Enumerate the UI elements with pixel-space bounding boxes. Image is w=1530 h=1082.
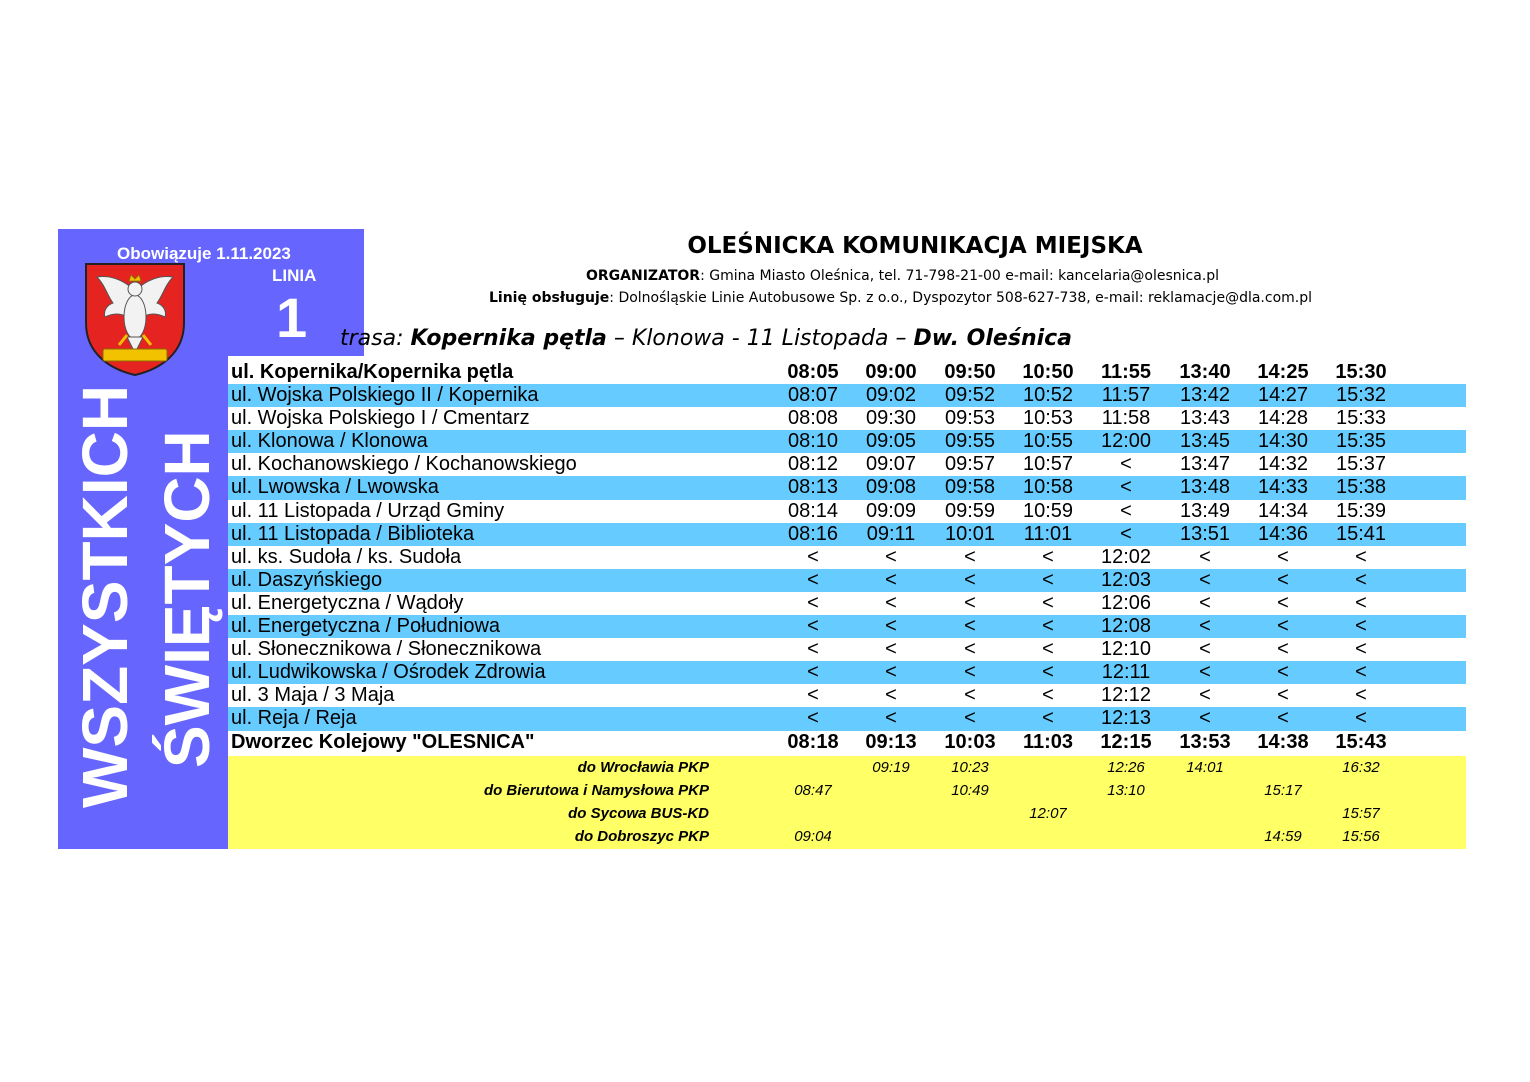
departure-time: 12:03 [1100, 568, 1152, 591]
table-row [228, 384, 1466, 407]
departure-time: 12:15 [1100, 730, 1152, 753]
departure-time: 08:14 [787, 499, 839, 522]
departure-time: 09:05 [865, 430, 917, 453]
departure-time: < [1120, 499, 1132, 522]
page-title: OLEŚNICKA KOMUNIKACJA MIEJSKA [687, 233, 1143, 259]
departure-time: < [885, 684, 897, 707]
connection-row [228, 779, 1466, 802]
stop-name: ul. Lwowska / Lwowska [231, 476, 439, 499]
stop-name: ul. Energetyczna / Południowa [231, 615, 501, 638]
connection-time: 13:10 [1107, 782, 1145, 800]
line-label: LINIA [272, 266, 317, 285]
departure-time: < [885, 638, 897, 661]
departure-time: < [1199, 707, 1211, 730]
valid-from: Obowiązuje 1.11.2023 [117, 244, 291, 263]
departure-time: 09:08 [865, 476, 917, 499]
departure-time: 13:42 [1179, 384, 1231, 407]
departure-time: < [1277, 638, 1289, 661]
stop-name: ul. Kochanowskiego / Kochanowskiego [231, 453, 577, 476]
connection-time: 12:26 [1107, 759, 1145, 776]
departure-time: < [807, 684, 819, 707]
connection-time: 16:32 [1342, 759, 1380, 776]
departure-time: 08:07 [787, 384, 839, 407]
departure-time: 09:59 [944, 499, 996, 522]
departure-time: < [1355, 568, 1367, 591]
departure-time: 14:28 [1257, 407, 1309, 430]
table-row [228, 476, 1466, 499]
departure-time: 12:08 [1100, 615, 1152, 638]
departure-time: < [1277, 545, 1289, 568]
departure-time: < [1120, 476, 1132, 499]
departure-time: 13:47 [1179, 453, 1231, 476]
connection-time: 10:49 [951, 782, 989, 800]
departure-time: < [885, 545, 897, 568]
connections-table [228, 756, 1466, 849]
connection-time: 14:01 [1186, 759, 1224, 776]
departure-time: 11:03 [1022, 730, 1074, 753]
stop-name: ul. Energetyczna / Wądoły [231, 591, 464, 614]
departure-time: 08:13 [787, 476, 839, 499]
departure-time: 12:10 [1100, 638, 1152, 661]
departure-time: 14:30 [1257, 430, 1309, 453]
table-row [228, 684, 1466, 707]
departure-time: < [1042, 684, 1054, 707]
departure-time: 10:58 [1022, 476, 1074, 499]
departure-time: 12:02 [1100, 545, 1152, 568]
stop-name: ul. Daszyńskiego [231, 568, 383, 591]
departure-time: 14:25 [1257, 361, 1309, 383]
departure-time: 13:43 [1179, 407, 1231, 430]
stop-name: ul. 11 Listopada / Biblioteka [231, 522, 475, 545]
stop-name: ul. Kopernika/Kopernika pętla [231, 361, 514, 383]
departure-time: 09:52 [944, 384, 996, 407]
departure-time: < [1042, 545, 1054, 568]
connection-time: 09:04 [794, 828, 832, 846]
departure-time: < [807, 615, 819, 638]
departure-time: < [1199, 661, 1211, 684]
departure-time: < [1042, 591, 1054, 614]
departure-time: < [1355, 615, 1367, 638]
departure-time: 10:55 [1022, 430, 1074, 453]
departure-time: 09:30 [865, 407, 917, 430]
table-row [228, 638, 1466, 661]
table-row [228, 453, 1466, 476]
departure-time: 15:39 [1335, 499, 1387, 522]
departure-time: 09:11 [866, 522, 916, 545]
operator-info: Linię obsługuje: Dolnośląskie Linie Autobusowe Sp. z o.o., Dyspozytor 508-627-738, e-mail: reklamacje@dla.com.pl [489, 290, 1312, 306]
departure-time: < [1277, 615, 1289, 638]
stop-name: Dworzec Kolejowy "OLESNICA" [231, 730, 535, 753]
departure-time: 15:37 [1335, 453, 1387, 476]
connection-row [228, 756, 1466, 779]
departure-time: < [964, 661, 976, 684]
departure-time: 14:32 [1257, 453, 1309, 476]
table-row [228, 407, 1466, 430]
departure-time: < [1355, 707, 1367, 730]
departure-time: 09:00 [865, 361, 917, 383]
departure-time: 10:52 [1022, 384, 1074, 407]
departure-time: 14:27 [1257, 384, 1309, 407]
departure-time: 15:43 [1335, 730, 1387, 753]
table-row [228, 569, 1466, 592]
connection-row [228, 802, 1466, 825]
departure-time: 15:41 [1335, 522, 1387, 545]
connection-label: do Dobroszyc PKP [574, 828, 709, 846]
organizer-info: ORGANIZATOR: Gmina Miasto Oleśnica, tel. 71-798-21-00 e-mail: kancelaria@olesnica.pl [586, 268, 1220, 284]
departure-time: 11:57 [1101, 384, 1151, 407]
holiday-label-line2: ŚWIĘTYCH [151, 430, 223, 768]
connection-time: 15:57 [1342, 805, 1380, 823]
departure-time: 13:49 [1179, 499, 1231, 522]
departure-time: 10:01 [944, 522, 996, 545]
departure-time: < [885, 661, 897, 684]
departure-time: 09:02 [865, 384, 917, 407]
departure-time: < [1199, 615, 1211, 638]
table-row [228, 731, 1466, 754]
departure-time: < [964, 568, 976, 591]
departure-time: 12:13 [1100, 707, 1152, 730]
table-row [228, 361, 1466, 384]
departure-time: 09:07 [865, 453, 917, 476]
stop-name: ul. Wojska Polskiego II / Kopernika [231, 384, 539, 407]
departure-time: < [1277, 707, 1289, 730]
departure-time: 12:11 [1101, 661, 1151, 684]
stop-name: ul. Reja / Reja [231, 707, 357, 730]
connection-label: do Bierutowa i Namysłowa PKP [483, 782, 709, 800]
table-row [228, 592, 1466, 615]
departure-time: 13:51 [1179, 522, 1231, 545]
departure-time: < [1120, 522, 1132, 545]
departure-time: < [1277, 684, 1289, 707]
departure-time: < [964, 684, 976, 707]
departure-time: < [964, 545, 976, 568]
table-row [228, 546, 1466, 569]
departure-time: < [807, 638, 819, 661]
departure-time: 12:00 [1100, 430, 1152, 453]
departure-time: 12:06 [1100, 591, 1152, 614]
connection-label: do Sycowa BUS-KD [568, 805, 709, 823]
departure-time: < [1042, 661, 1054, 684]
departure-time: 15:32 [1335, 384, 1387, 407]
connection-row [228, 825, 1466, 848]
departure-time: 15:33 [1335, 407, 1387, 430]
departure-time: 14:33 [1257, 476, 1309, 499]
stop-name: ul. Ludwikowska / Ośrodek Zdrowia [231, 661, 546, 684]
departure-time: < [807, 568, 819, 591]
departure-time: < [1355, 684, 1367, 707]
departure-time: < [1042, 568, 1054, 591]
table-row [228, 661, 1466, 684]
departure-time: 13:40 [1179, 361, 1231, 383]
departure-time: 10:03 [944, 730, 996, 753]
departure-time: 10:59 [1022, 499, 1074, 522]
departure-time: < [1355, 591, 1367, 614]
departure-time: < [1277, 568, 1289, 591]
departure-time: 11:01 [1023, 522, 1073, 545]
departure-time: 14:38 [1257, 730, 1309, 753]
connection-time: 12:07 [1029, 805, 1067, 823]
departure-time: 08:12 [787, 453, 839, 476]
departure-time: < [1355, 638, 1367, 661]
departure-time: < [1355, 545, 1367, 568]
departure-time: 10:57 [1022, 453, 1074, 476]
departure-time: < [885, 615, 897, 638]
departure-time: < [964, 591, 976, 614]
departure-time: 15:30 [1335, 361, 1387, 383]
departure-time: 10:50 [1022, 361, 1074, 383]
stop-name: ul. ks. Sudoła / ks. Sudoła [231, 545, 462, 568]
departure-time: 08:08 [787, 407, 839, 430]
departure-time: 11:55 [1100, 361, 1152, 383]
departure-time: < [1199, 545, 1211, 568]
departure-time: 13:53 [1179, 730, 1231, 753]
departure-time: 09:09 [865, 499, 917, 522]
departure-time: < [1042, 707, 1054, 730]
departure-time: 08:18 [787, 730, 839, 753]
departure-time: < [807, 545, 819, 568]
departure-time: < [1199, 591, 1211, 614]
departure-time: 08:10 [787, 430, 839, 453]
departure-time: 13:48 [1179, 476, 1231, 499]
departure-time: 13:45 [1179, 430, 1231, 453]
departure-time: 09:55 [944, 430, 996, 453]
stop-name: ul. 3 Maja / 3 Maja [231, 684, 395, 707]
stop-name: ul. Słonecznikowa / Słonecznikowa [231, 638, 542, 661]
connection-time: 10:23 [951, 759, 989, 776]
departure-time: < [807, 661, 819, 684]
departure-time: 14:36 [1257, 522, 1309, 545]
stop-name: ul. Wojska Polskiego I / Cmentarz [231, 407, 530, 430]
departure-time: < [807, 591, 819, 614]
departure-time: < [1277, 661, 1289, 684]
departure-time: < [1042, 615, 1054, 638]
departure-time: < [1042, 638, 1054, 661]
departure-time: 09:13 [865, 730, 917, 753]
holiday-label-line1: WSZYSTKICH [69, 384, 141, 808]
connection-time: 14:59 [1264, 828, 1302, 846]
departure-time: 09:53 [944, 407, 996, 430]
departure-time: < [885, 568, 897, 591]
departure-time: 09:58 [944, 476, 996, 499]
departure-time: 08:16 [787, 522, 839, 545]
departure-time: < [1120, 453, 1132, 476]
departure-time: < [1277, 591, 1289, 614]
departure-time: < [1199, 568, 1211, 591]
departure-time: 15:35 [1335, 430, 1387, 453]
departure-time: 11:58 [1101, 407, 1151, 430]
departure-time: 09:57 [944, 453, 996, 476]
departure-time: < [885, 591, 897, 614]
departure-time: < [964, 707, 976, 730]
departure-time: 10:53 [1022, 407, 1074, 430]
table-row [228, 500, 1466, 523]
departure-time: 14:34 [1257, 499, 1309, 522]
departure-time: 08:05 [787, 361, 839, 383]
connection-time: 15:56 [1342, 828, 1380, 846]
table-row [228, 615, 1466, 638]
departure-time: < [807, 707, 819, 730]
table-row [228, 707, 1466, 730]
departure-time: 12:12 [1100, 684, 1152, 707]
timetable [228, 361, 1466, 754]
connection-time: 15:17 [1264, 782, 1302, 800]
table-row [228, 430, 1466, 453]
departure-time: < [885, 707, 897, 730]
departure-time: < [964, 615, 976, 638]
departure-time: < [1199, 638, 1211, 661]
connection-time: 09:19 [872, 759, 910, 776]
departure-time: < [964, 638, 976, 661]
connection-label: do Wrocławia PKP [577, 759, 709, 776]
olesnica-crest-icon [83, 261, 187, 377]
line-number: 1 [276, 286, 308, 349]
departure-time: 15:38 [1335, 476, 1387, 499]
route-description: trasa: Kopernika pętla – Klonowa - 11 Listopada – Dw. Oleśnica [340, 326, 1073, 351]
table-row [228, 523, 1466, 546]
connection-time: 08:47 [794, 782, 832, 800]
departure-time: < [1199, 684, 1211, 707]
departure-time: 09:50 [944, 361, 996, 383]
stop-name: ul. Klonowa / Klonowa [231, 430, 428, 453]
stop-name: ul. 11 Listopada / Urząd Gminy [231, 499, 505, 522]
departure-time: < [1355, 661, 1367, 684]
